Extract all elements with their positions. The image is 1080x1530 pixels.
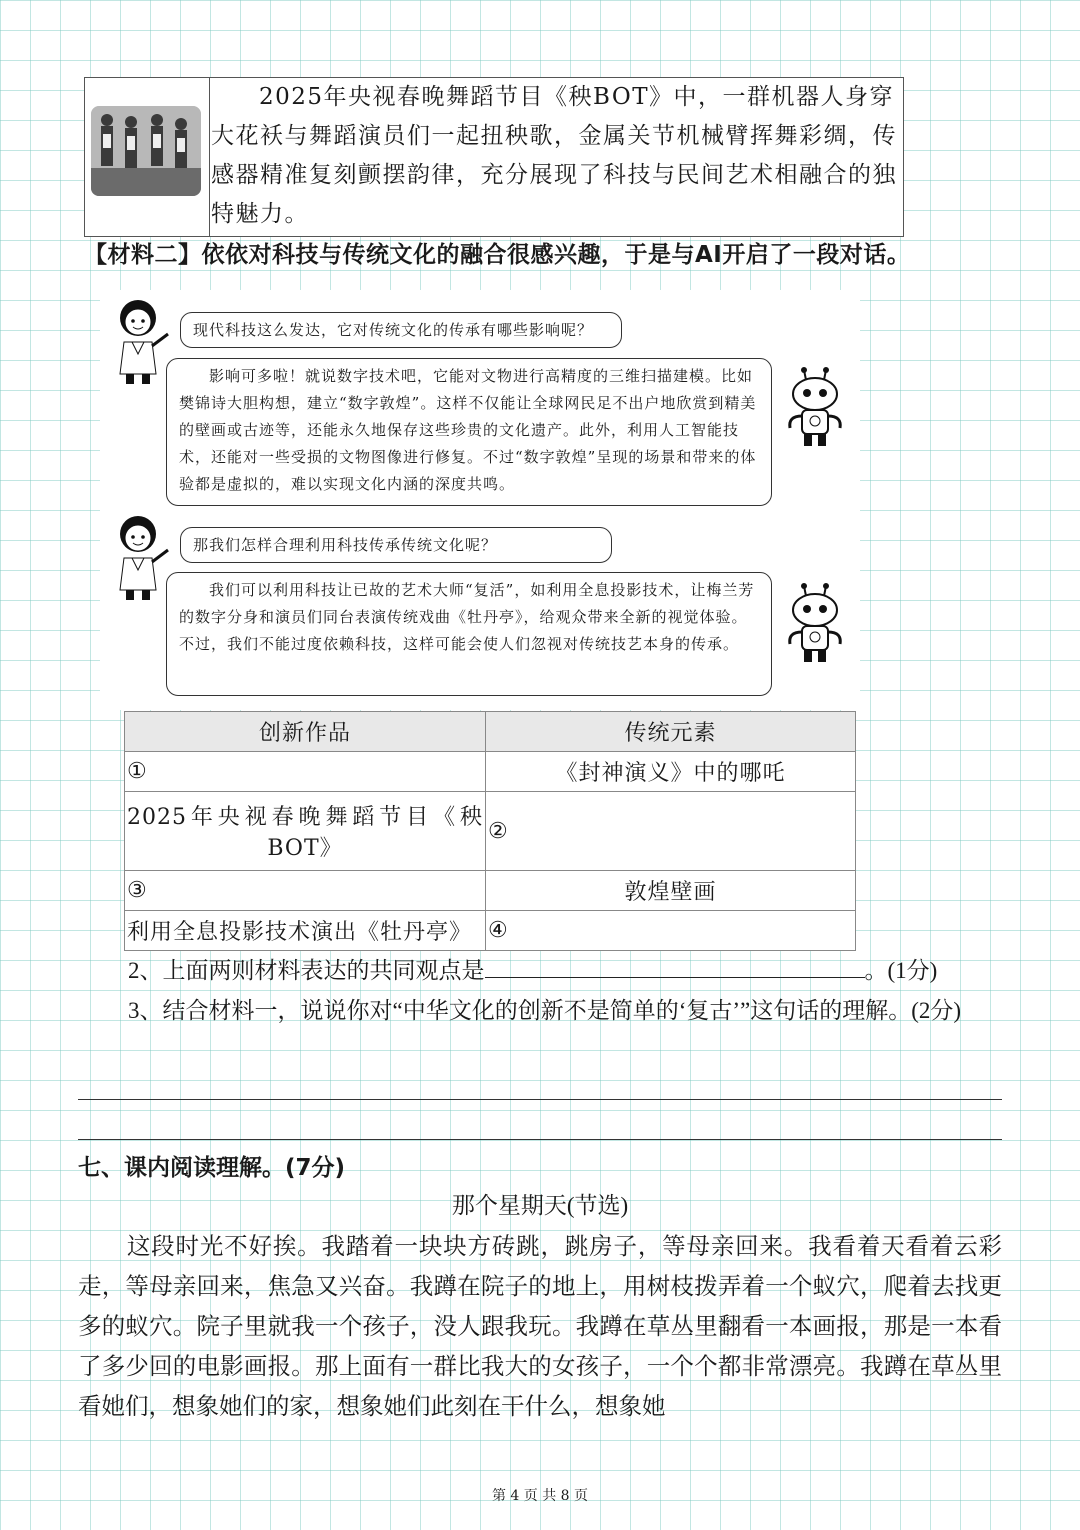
story-title: 那个星期天(节选) xyxy=(451,1193,629,1218)
material-two-title: 【材料二】依依对科技与传统文化的融合很感兴趣，于是与AI开启了一段对话。 xyxy=(84,242,911,268)
question-bubble-1: 现代科技这么发达，它对传统文化的传承有哪些影响呢？ xyxy=(180,312,622,348)
answer-line[interactable] xyxy=(78,1139,1002,1140)
ai-dialog xyxy=(100,290,860,710)
table-row xyxy=(125,792,856,871)
question-2-suffix: 。(1分) xyxy=(864,958,938,983)
answer-bubble-1 xyxy=(166,358,772,506)
robot-dance-photo xyxy=(85,78,210,236)
table-row xyxy=(125,871,856,911)
robot-icon xyxy=(778,582,852,666)
material-one-paragraph: 2025年央视春晚舞蹈节目《秧BOT》中，一群机器人身穿大花袄与舞蹈演员们一起扭秧歌，金属关节机械臂挥舞彩绸，传感器精准复刻颤摆韵律，充分展现了科技与民间艺术相融合的独特魅力。 xyxy=(211,84,897,227)
story-text xyxy=(78,1227,1002,1427)
table-row xyxy=(125,911,856,951)
table-cell-work: ③ xyxy=(125,871,486,911)
photo-image xyxy=(91,106,201,196)
answer-bubble-2 xyxy=(166,572,772,696)
section-heading: 七、课内阅读理解。(7分) xyxy=(78,1155,346,1181)
question-2 xyxy=(128,951,937,991)
answer-line[interactable] xyxy=(78,1099,1002,1100)
question-bubble-2: 那我们怎样合理利用科技传承传统文化呢？ xyxy=(180,527,612,563)
innovation-table xyxy=(124,711,856,951)
table-header-element: 传统元素 xyxy=(486,712,856,752)
answer-blank[interactable] xyxy=(485,953,865,978)
table-cell-work: 2025年央视春晚舞蹈节目《秧BOT》 xyxy=(125,792,486,871)
answer-text-2: 我们可以利用科技让已故的艺术大师“复活”，如利用全息投影技术，让梅兰芳的数字分身和演员们同台表演传统戏曲《牡丹亭》，给观众带来全新的视觉体验。不过，我们不能过度依赖科技，这样可能会使人们忽视对传统技艺本身的传承。 xyxy=(179,581,755,653)
table-header-work: 创新作品 xyxy=(125,712,486,752)
question-3: 3、结合材料一，说说你对“中华文化的创新不是简单的‘复古’”这句话的理解。(2分) xyxy=(128,998,962,1023)
table-row xyxy=(125,752,856,792)
table-cell-work: ① xyxy=(125,752,486,792)
material-one-text xyxy=(211,78,901,234)
table-cell-element: ② xyxy=(486,792,856,871)
page-number: 第 4 页 共 8 页 xyxy=(491,1488,589,1504)
story-paragraph: 这段时光不好挨。我踏着一块块方砖跳，跳房子，等母亲回来。我看着天看着云彩走，等母亲回来，焦急又兴奋。我蹲在院子的地上，用树枝拨弄着一个蚁穴，爬着去找更多的蚁穴。院子里就我一个孩子，没人跟我玩。我蹲在草丛里翻看一本画报，那是一本看了多少回的电影画报。那上面有一群比我大的女孩子，一个个都非常漂亮。我蹲在草丛里看她们，想象她们的家，想象她们此刻在干什么，想象她 xyxy=(78,1234,1002,1420)
table-cell-element: ④ xyxy=(486,911,856,951)
material-one-box xyxy=(84,77,904,237)
table-cell-element: 《封神演义》中的哪吒 xyxy=(486,752,856,792)
question-2-prefix: 2、上面两则材料表达的共同观点是 xyxy=(128,958,485,983)
table-cell-work: 利用全息投影技术演出《牡丹亭》 xyxy=(125,911,486,951)
answer-text-1: 影响可多啦！就说数字技术吧，它能对文物进行高精度的三维扫描建模。比如樊锦诗大胆构想，建立“数字敦煌”。这样不仅能让全球网民足不出户地欣赏到精美的壁画或古迹等，还能永久地保存这些珍贵的文化遗产。此外，利用人工智能技术，还能对一些受损的文物图像进行修复。不过“数字敦煌”呈现的场景和带来的体验都是虚拟的，难以实现文化内涵的深度共鸣。 xyxy=(179,367,757,493)
robot-icon xyxy=(778,366,852,450)
dancers-illustration xyxy=(91,106,201,196)
table-cell-element: 敦煌壁画 xyxy=(486,871,856,911)
